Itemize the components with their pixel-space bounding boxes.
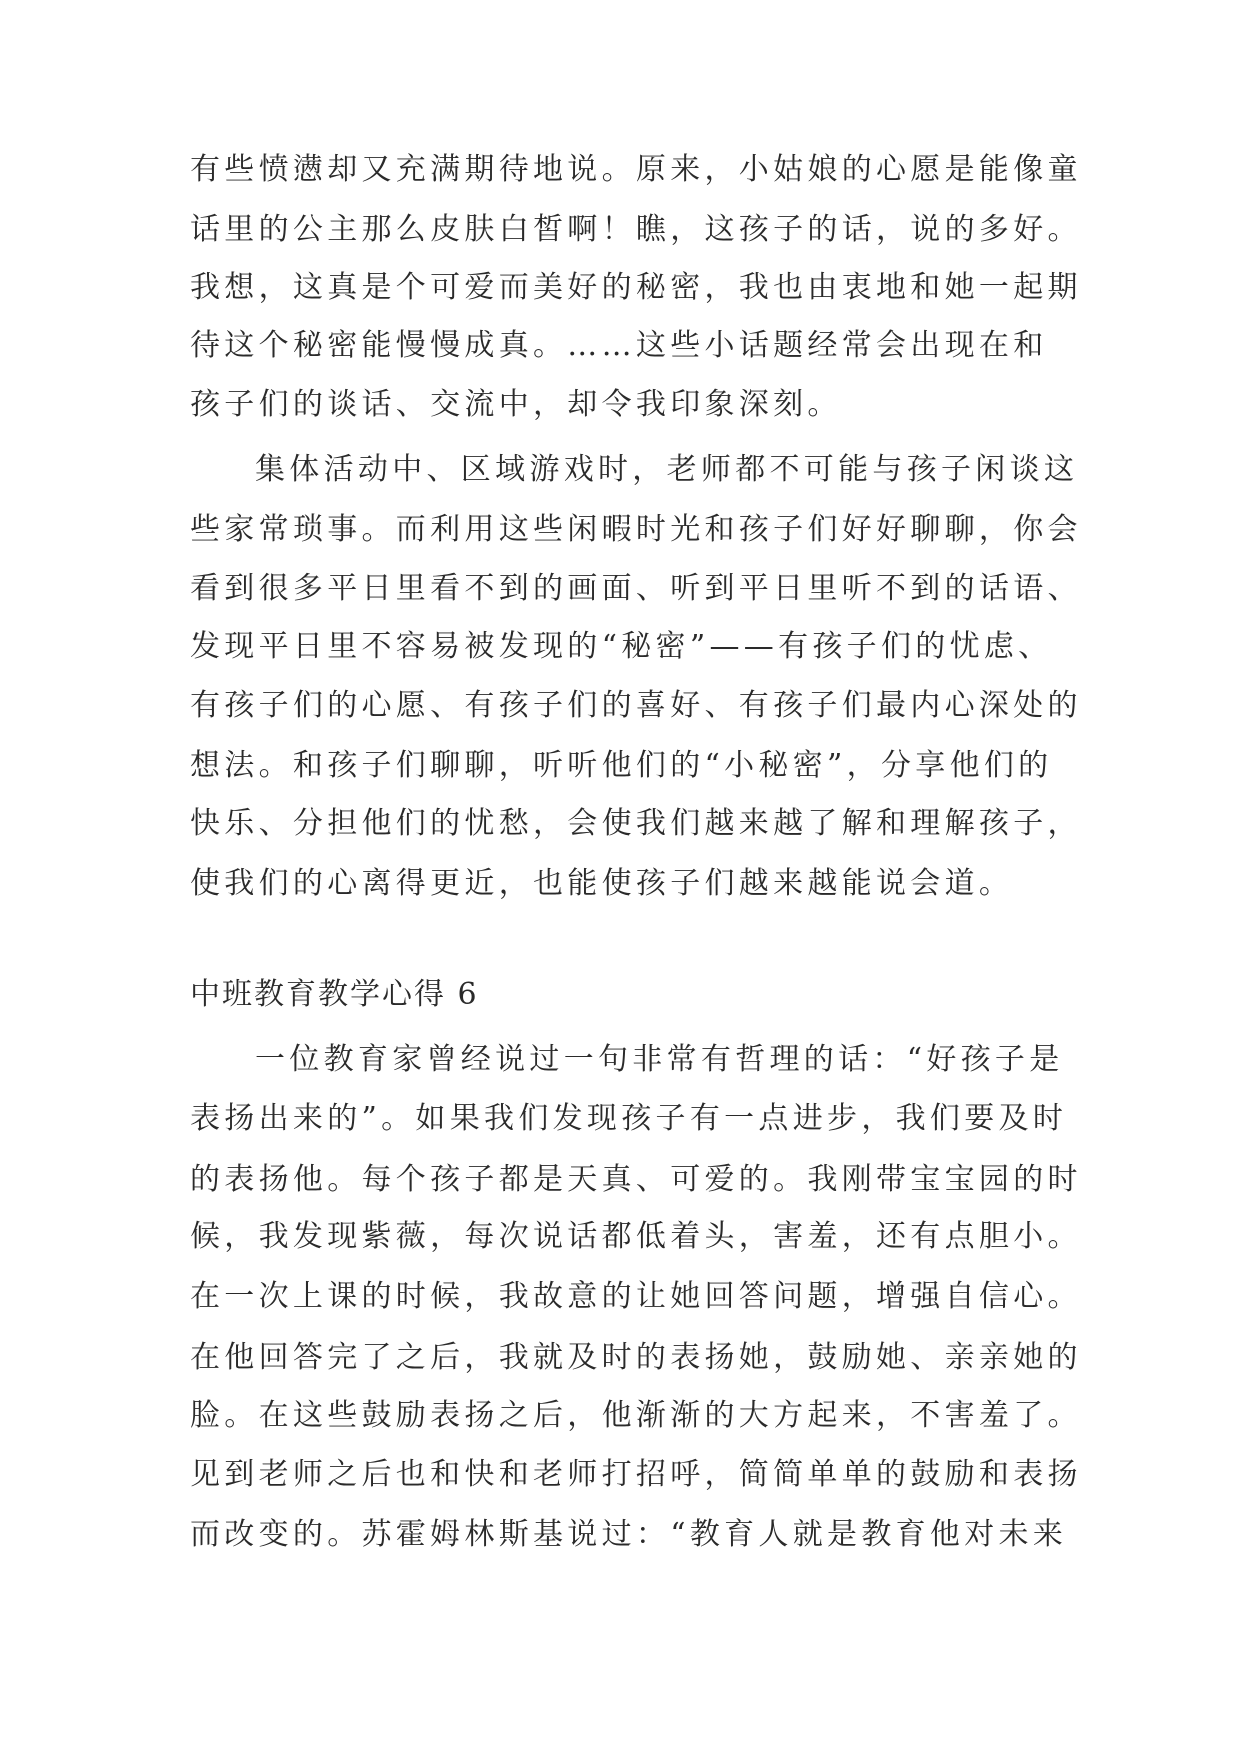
paragraph-1-line: 话里的公主那么皮肤白皙啊！瞧，这孩子的话，说的多好。 (190, 212, 1082, 247)
paragraph-2-line: 看到很多平日里看不到的画面、听到平日里听不到的话语、 (190, 571, 1082, 606)
paragraph-3-line: 脸。在这些鼓励表扬之后，他渐渐的大方起来，不害羞了。 (190, 1398, 1082, 1433)
paragraph-3-line: 候，我发现紫薇，每次说话都低着头，害羞，还有点胆小。 (190, 1219, 1082, 1254)
paragraph-3-line: 见到老师之后也和快和老师打招呼，简简单单的鼓励和表扬 (190, 1457, 1082, 1492)
paragraph-1-line: 孩子们的谈话、交流中，却令我印象深刻。 (190, 387, 842, 422)
paragraph-3-line: 而改变的。苏霍姆林斯基说过：“教育人就是教育他对未来 (190, 1517, 1068, 1552)
paragraph-2-line: 些家常琐事。而利用这些闲暇时光和孩子们好好聊聊，你会 (190, 512, 1082, 547)
paragraph-3-line: 在他回答完了之后，我就及时的表扬她，鼓励她、亲亲她的 (190, 1340, 1082, 1375)
paragraph-2-line: 发现平日里不容易被发现的“秘密”——有孩子们的忧虑、 (190, 629, 1053, 664)
paragraph-3-line: 表扬出来的”。如果我们发现孩子有一点进步，我们要及时 (190, 1101, 1068, 1136)
section-heading: 中班教育教学心得 6 (190, 977, 479, 1012)
paragraph-1-line: 待这个秘密能慢慢成真。……这些小话题经常会出现在和 (190, 328, 1048, 363)
paragraph-1-line: 有些愤懑却又充满期待地说。原来，小姑娘的心愿是能像童 (190, 152, 1082, 187)
paragraph-2-line: 使我们的心离得更近，也能使孩子们越来越能说会道。 (190, 866, 1014, 901)
paragraph-2-line: 集体活动中、区域游戏时，老师都不可能与孩子闲谈这 (255, 452, 1079, 487)
paragraph-3-line: 一位教育家曾经说过一句非常有哲理的话：“好孩子是 (255, 1042, 1064, 1077)
paragraph-3-line: 的表扬他。每个孩子都是天真、可爱的。我刚带宝宝园的时 (190, 1162, 1082, 1197)
paragraph-1-line: 我想，这真是个可爱而美好的秘密，我也由衷地和她一起期 (190, 270, 1082, 305)
paragraph-2-line: 快乐、分担他们的忧愁，会使我们越来越了解和理解孩子， (190, 806, 1082, 841)
paragraph-3-line: 在一次上课的时候，我故意的让她回答问题，增强自信心。 (190, 1279, 1082, 1314)
paragraph-2-line: 有孩子们的心愿、有孩子们的喜好、有孩子们最内心深处的 (190, 688, 1082, 723)
paragraph-2-line: 想法。和孩子们聊聊，听听他们的“小秘密”，分享他们的 (190, 748, 1053, 783)
